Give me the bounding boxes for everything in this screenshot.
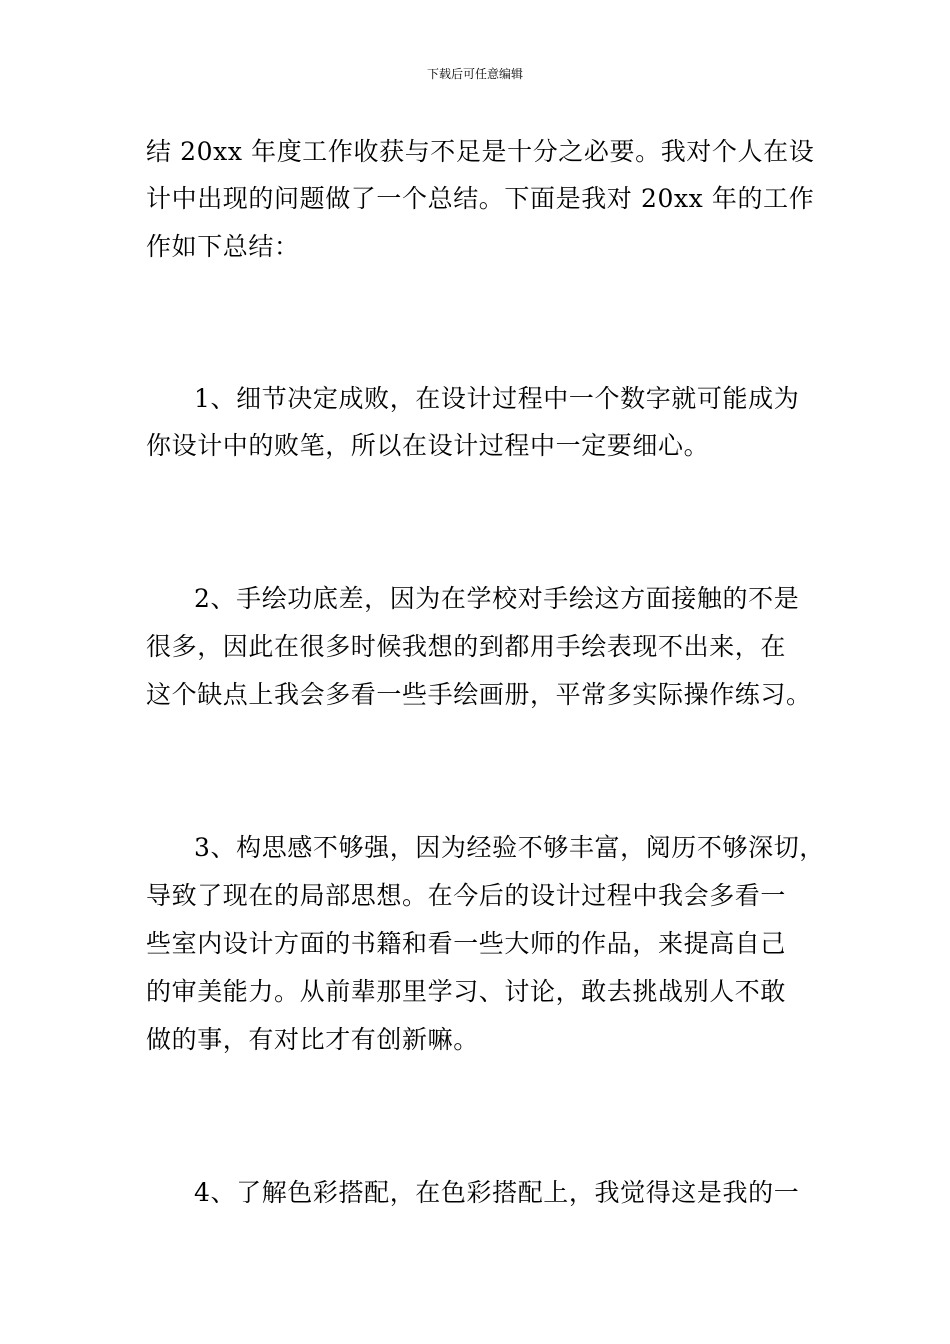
intro-line-1: 结 20xx 年度工作收获与不足是十分之必要。我对个人在设 — [146, 137, 815, 166]
item3-line-4: 的审美能力。从前辈那里学习、讨论，敢去挑战别人不敢 — [146, 977, 787, 1006]
item2-line-3: 这个缺点上我会多看一些手绘画册，平常多实际操作练习。 — [146, 680, 812, 709]
item1-line-1: 1、细节决定成败，在设计过程中一个数字就可能成为 — [194, 384, 800, 413]
item3-line-5: 做的事，有对比才有创新嘛。 — [146, 1025, 479, 1054]
item2-line-2: 很多，因此在很多时候我想的到都用手绘表现不出来，在 — [146, 632, 787, 661]
item2-line-1: 2、手绘功底差，因为在学校对手绘这方面接触的不是 — [194, 584, 800, 613]
header-note: 下载后可任意编辑 — [426, 67, 523, 81]
item3-line-3: 些室内设计方面的书籍和看一些大师的作品，来提高自己 — [146, 929, 787, 958]
intro-line-3: 作如下总结： — [146, 232, 300, 261]
item1-line-2: 你设计中的败笔，所以在设计过程中一定要细心。 — [146, 431, 710, 460]
item3-line-2: 导致了现在的局部思想。在今后的设计过程中我会多看一 — [146, 881, 787, 910]
intro-line-2: 计中出现的问题做了一个总结。下面是我对 20xx 年的工作 — [146, 184, 815, 213]
item4-line-1: 4、了解色彩搭配，在色彩搭配上，我觉得这是我的一 — [194, 1178, 800, 1207]
item3-line-1: 3、构思感不够强，因为经验不够丰富，阅历不够深切， — [194, 833, 825, 862]
